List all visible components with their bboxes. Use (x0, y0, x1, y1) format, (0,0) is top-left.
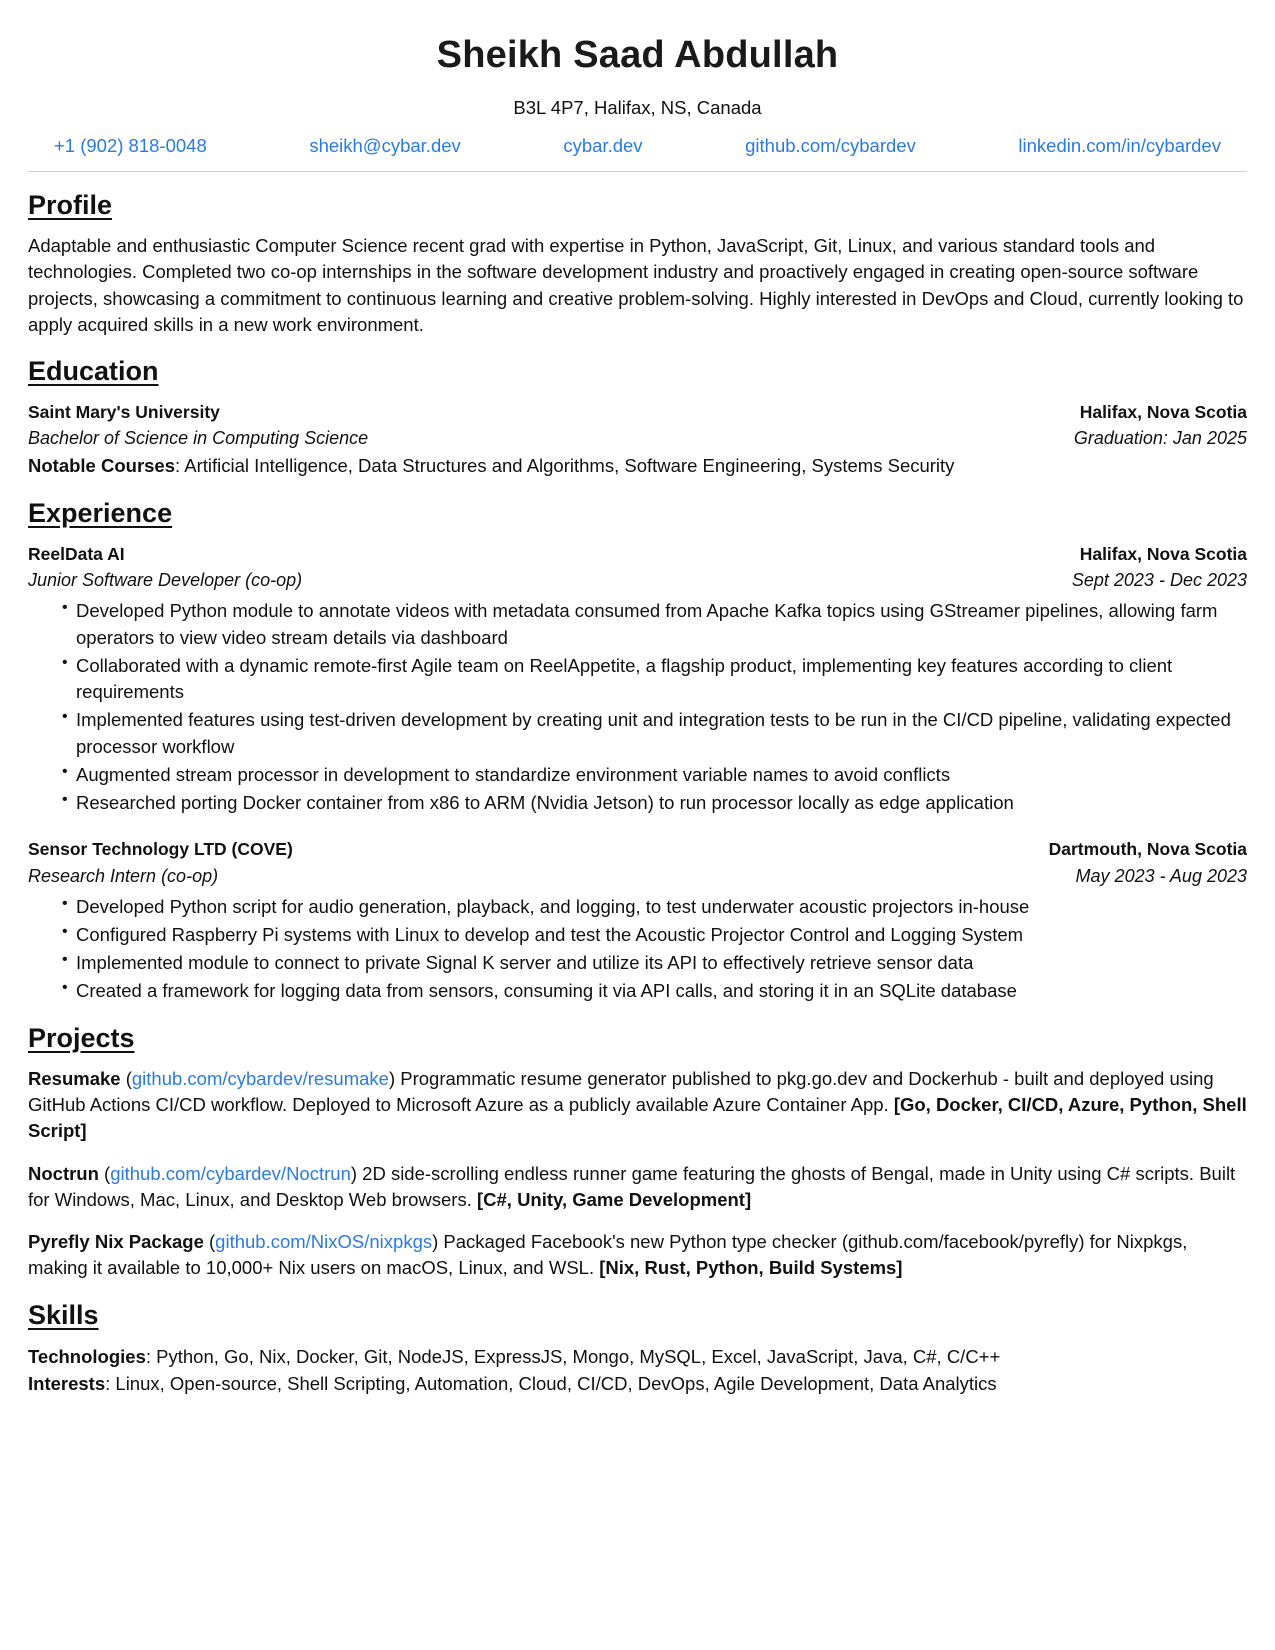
skills-interests-value: : Linux, Open-source, Shell Scripting, Automation, Cloud, CI/CD, DevOps, Agile Development, Data Analytics (105, 1373, 997, 1395)
experience-entry-head (28, 836, 1247, 862)
experience-entry (28, 541, 1247, 816)
education-entry-sub (28, 425, 1247, 452)
section-title-profile: Profile (28, 190, 113, 220)
section-title-experience: Experience (28, 498, 173, 529)
page-title: Sheikh Saad Abdullah (436, 34, 839, 76)
experience-entry-sub (28, 863, 1247, 890)
section-title-education: Education (28, 356, 159, 387)
project-item: Resumake (github.com/cybardev/resumake) Programmatic resume generator published to pkg.go.dev and Dockerhub - built and deployed using GitHub Actions CI/CD workflow. Deployed to Microsoft Azure as a publicly available Azure Container App. [Go, Docker, CI/CD, Azure, Python, Shell Script] (28, 1067, 1247, 1142)
experience-role: Research Intern (co-op) (28, 865, 219, 886)
education-courses-value: : Artificial Intelligence, Data Structures and Algorithms, Software Engineering, Systems Security (175, 455, 955, 477)
list-item: • Developed Python module to annotate videos with metadata consumed from Apache Kafka topics using GStreamer pipelines, allowing farm operators to view video stream details via dashboard (62, 598, 1247, 651)
education-entry-head (28, 399, 1247, 425)
experience-bullets (28, 598, 1247, 816)
project-item: Noctrun (github.com/cybardev/Noctrun) 2D side-scrolling endless runner game featuring the ghosts of Bengal, made in Unity using C# scripts. Built for Windows, Mac, Linux, and Desktop Web browsers. [C#, Unity, Game Development] (28, 1162, 1236, 1210)
skills-technologies-label: Technologies (28, 1345, 146, 1367)
project-tags: [Nix, Rust, Python, Build Systems] (599, 1257, 903, 1279)
list-item: • Configured Raspberry Pi systems with Linux to develop and test the Acoustic Projector Control and Logging System (62, 922, 1247, 948)
list-item: • Researched porting Docker container from x86 to ARM (Nvidia Jetson) to run processor locally as edge application (62, 790, 1247, 816)
email-link[interactable]: sheikh@cybar.dev (309, 135, 461, 156)
experience-date: Sept 2023 - Dec 2023 (1071, 570, 1247, 591)
linkedin-link[interactable]: linkedin.com/in/cybardev (1018, 135, 1221, 156)
project-link[interactable]: github.com/NixOS/nixpkgs (215, 1231, 433, 1253)
experience-location: Dartmouth, Nova Scotia (1048, 839, 1247, 860)
list-item: • Augmented stream processor in development to standardize environment variable names to avoid conflicts (62, 762, 1247, 788)
experience-entry-sub (28, 567, 1247, 594)
education-courses (28, 452, 1247, 480)
experience-company: ReelData AI (28, 544, 125, 565)
education-date: Graduation: Jan 2025 (1073, 428, 1247, 449)
experience-entry (28, 836, 1247, 1004)
section-title-projects: Projects (28, 1022, 135, 1053)
experience-role: Junior Software Developer (co-op) (28, 570, 303, 591)
education-institution: Saint Mary's University (28, 402, 220, 423)
skills-technologies (28, 1343, 1247, 1371)
project-link[interactable]: github.com/cybardev/Noctrun (110, 1162, 351, 1184)
project-description: ) Programmatic resume generator published to pkg.go.dev and Dockerhub - built and deployed using GitHub Actions CI/CD workflow. Deployed to Microsoft Azure as a publicly available Azure Container App. (28, 1067, 1214, 1116)
education-entry (28, 399, 1247, 480)
phone-link[interactable]: +1 (902) 818-0048 (54, 135, 207, 156)
project-description: ) 2D side-scrolling endless runner game featuring the ghosts of Bengal, made in Unity using C# scripts. Built for Windows, Mac, Linux, and Desktop Web browsers. (28, 1162, 1236, 1210)
list-item: • Implemented module to connect to private Signal K server and utilize its API to effectively retrieve sensor data (62, 950, 1247, 976)
experience-company: Sensor Technology LTD (COVE) (28, 839, 293, 860)
list-item: • Collaborated with a dynamic remote-first Agile team on ReelAppetite, a flagship product, implementing key features according to client requirements (62, 653, 1247, 706)
project-tags: [Go, Docker, CI/CD, Azure, Python, Shell Script] (28, 1094, 1247, 1142)
experience-date: May 2023 - Aug 2023 (1075, 865, 1247, 886)
project-name: Resumake (28, 1067, 121, 1089)
contact-links (28, 135, 1247, 157)
skills-interests (28, 1370, 1247, 1398)
list-item: • Created a framework for logging data from sensors, consuming it via API calls, and storing it in an SQLite database (62, 978, 1247, 1004)
list-item: • Developed Python script for audio generation, playback, and logging, to test underwater acoustic projectors in-house (62, 894, 1247, 920)
experience-bullets (28, 894, 1247, 1005)
website-link[interactable]: cybar.dev (563, 135, 643, 156)
list-item: • Implemented features using test-driven development by creating unit and integration tests to be run in the CI/CD pipeline, validating expected processor workflow (62, 707, 1247, 760)
project-link[interactable]: github.com/cybardev/resumake (131, 1067, 389, 1089)
experience-entry-head (28, 541, 1247, 567)
project-name: Pyrefly Nix Package (28, 1231, 204, 1253)
education-location: Halifax, Nova Scotia (1079, 402, 1247, 423)
education-degree: Bachelor of Science in Computing Science (28, 428, 369, 449)
education-courses-label: Notable Courses (28, 455, 176, 477)
experience-location: Halifax, Nova Scotia (1079, 544, 1247, 565)
profile-text: Adaptable and enthusiastic Computer Science recent grad with expertise in Python, JavaScript, Git, Linux, and various standard tools and technologies. Completed two co-op internships in the software development industry and proactively engaged in creating open-source software projects, showcasing a commitment to continuous learning and creative problem-solving. Highly interested in DevOps and Cloud, currently looking to apply acquired skills in a new work environment. (28, 235, 1244, 335)
section-title-skills: Skills (28, 1299, 99, 1330)
header-divider (28, 171, 1247, 172)
skills-interests-label: Interests (28, 1373, 106, 1395)
project-tags: [C#, Unity, Game Development] (476, 1188, 752, 1210)
github-link[interactable]: github.com/cybardev (745, 135, 916, 156)
project-description: ) Packaged Facebook's new Python type checker (github.com/facebook/pyrefly) for Nixpkgs, making it available to 10,000+ Nix users on macOS, Linux, and WSL. (28, 1231, 1188, 1279)
project-name: Noctrun (28, 1162, 99, 1184)
address-line: B3L 4P7, Halifax, NS, Canada (513, 97, 762, 118)
skills-technologies-value: : Python, Go, Nix, Docker, Git, NodeJS, ExpressJS, Mongo, MySQL, Excel, JavaScript, Java, C#, C/C++ (145, 1345, 1001, 1367)
entry-spacer (28, 822, 1247, 836)
project-item: Pyrefly Nix Package (github.com/NixOS/nixpkgs) Packaged Facebook's new Python type checker (github.com/facebook/pyrefly) for Nixpkgs, making it available to 10,000+ Nix users on macOS, Linux, and WSL. [Nix, Rust, Python, Build Systems] (28, 1231, 1188, 1279)
